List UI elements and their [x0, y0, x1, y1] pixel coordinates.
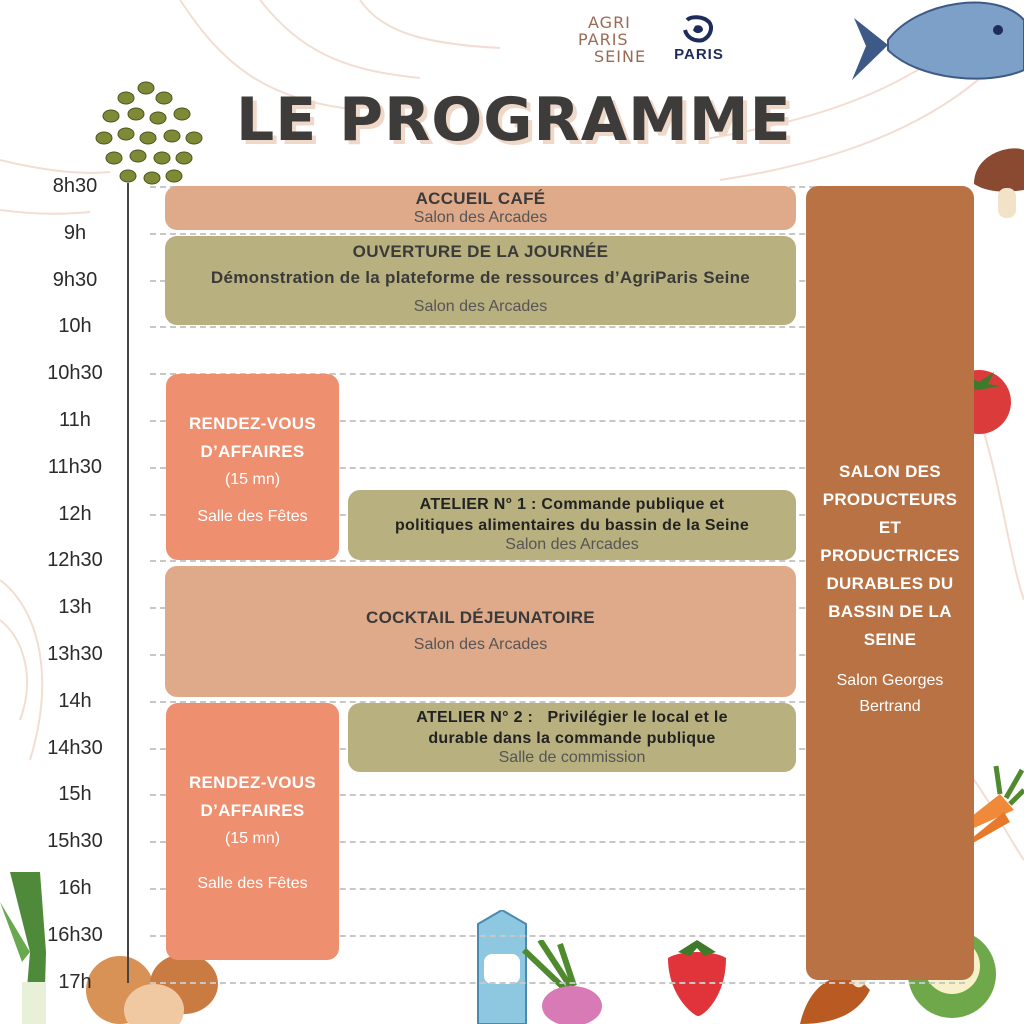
salon-producteurs-block	[806, 186, 974, 980]
agriparis-seine-logo	[578, 14, 652, 70]
time-label: 14h30	[47, 736, 103, 759]
rdv-affaires-block-1	[166, 374, 339, 560]
rdv-affaires-block-2	[166, 703, 339, 960]
time-label: 15h30	[47, 830, 103, 853]
salon-line-4: PRODUCTRICES	[820, 546, 960, 565]
atelier2-topic-1: Privilégier le local et le	[547, 709, 728, 726]
paris-logo-text: PARIS	[674, 46, 724, 63]
salon-line-2: PRODUCTEURS	[822, 490, 958, 509]
time-label: 14h	[58, 689, 92, 712]
rdv1-line1: RENDEZ-VOUS	[188, 414, 317, 433]
salon-location-2: Bertrand	[859, 698, 921, 715]
atelier1-line1	[348, 494, 796, 516]
rdv2-duration: (15 mn)	[224, 830, 281, 847]
ouverture-block	[165, 236, 796, 325]
rdv1-line2: D’AFFAIRES	[200, 442, 305, 461]
ouverture-title: OUVERTURE DE LA JOURNÉE	[352, 242, 609, 261]
ouverture-location: Salon des Arcades	[413, 298, 548, 315]
time-label: 13h	[58, 596, 92, 619]
cocktail-title: COCKTAIL DÉJEUNATOIRE	[366, 608, 595, 627]
rdv2-location: Salle des Fêtes	[197, 875, 308, 892]
atelier1-line2: politiques alimentaires du bassin de la Seine	[394, 517, 750, 534]
accueil-location: Salon des Arcades	[413, 209, 548, 226]
time-label: 9h	[63, 221, 87, 244]
timeline-axis	[127, 183, 129, 983]
time-label: 16h30	[47, 923, 103, 946]
atelier2-line2: durable dans la commande publique	[428, 730, 716, 747]
salon-location-1: Salon Georges	[836, 672, 944, 689]
atelier-1-block	[348, 490, 796, 560]
salon-line-7: SEINE	[863, 630, 917, 649]
atelier1-topic-1: Commande publique et	[541, 496, 725, 513]
time-label: 12h	[58, 502, 92, 525]
atelier-2-block	[348, 703, 796, 772]
atelier1-label: ATELIER N° 1 :	[419, 496, 537, 513]
cocktail-block	[165, 566, 796, 697]
ouverture-subtitle: Démonstration de la plateforme de ressources d’AgriParis Seine	[210, 268, 751, 287]
salon-line-5: DURABLES DU	[826, 574, 954, 593]
time-label: 12h30	[47, 549, 103, 572]
accueil-title: ACCUEIL CAFÉ	[415, 189, 546, 208]
page-title: LE PROGRAMME	[236, 85, 792, 155]
strawberry-icon	[664, 936, 730, 1016]
time-label: 11h	[59, 409, 91, 431]
accueil-cafe-block	[165, 186, 796, 230]
time-label: 10h30	[47, 362, 103, 385]
time-label: 16h	[58, 877, 92, 899]
time-label: 9h30	[52, 268, 98, 291]
logo-seine-line: SEINE	[594, 47, 647, 66]
rdv1-location: Salle des Fêtes	[197, 508, 308, 525]
rdv2-line1: RENDEZ-VOUS	[188, 773, 317, 792]
fish-icon	[848, 0, 1024, 90]
time-label: 11h30	[47, 455, 103, 478]
logo-agri-line: AGRI	[588, 13, 631, 32]
atelier2-label: ATELIER N° 2 :	[416, 709, 534, 726]
cocktail-location: Salon des Arcades	[413, 636, 548, 653]
salon-line-6: BASSIN DE LA	[828, 602, 952, 621]
atelier2-location: Salle de commission	[498, 749, 646, 766]
time-label: 13h30	[47, 643, 103, 665]
grid-line	[150, 982, 965, 984]
paris-ship-icon	[681, 14, 717, 44]
paris-logo	[666, 14, 732, 70]
rdv2-line2: D’AFFAIRES	[200, 801, 305, 820]
time-label: 17h	[58, 970, 92, 993]
atelier1-location: Salon des Arcades	[505, 536, 639, 553]
salon-line-1: SALON DES	[839, 462, 941, 481]
time-label: 15h	[58, 783, 92, 806]
rdv1-duration: (15 mn)	[224, 471, 281, 488]
atelier2-line1	[348, 707, 796, 729]
salon-line-3: ET	[878, 518, 902, 537]
time-label: 8h30	[52, 175, 98, 197]
mushroom-icon	[970, 144, 1024, 220]
logo-paris-line: PARIS	[578, 30, 629, 49]
time-label: 10h	[58, 315, 92, 338]
